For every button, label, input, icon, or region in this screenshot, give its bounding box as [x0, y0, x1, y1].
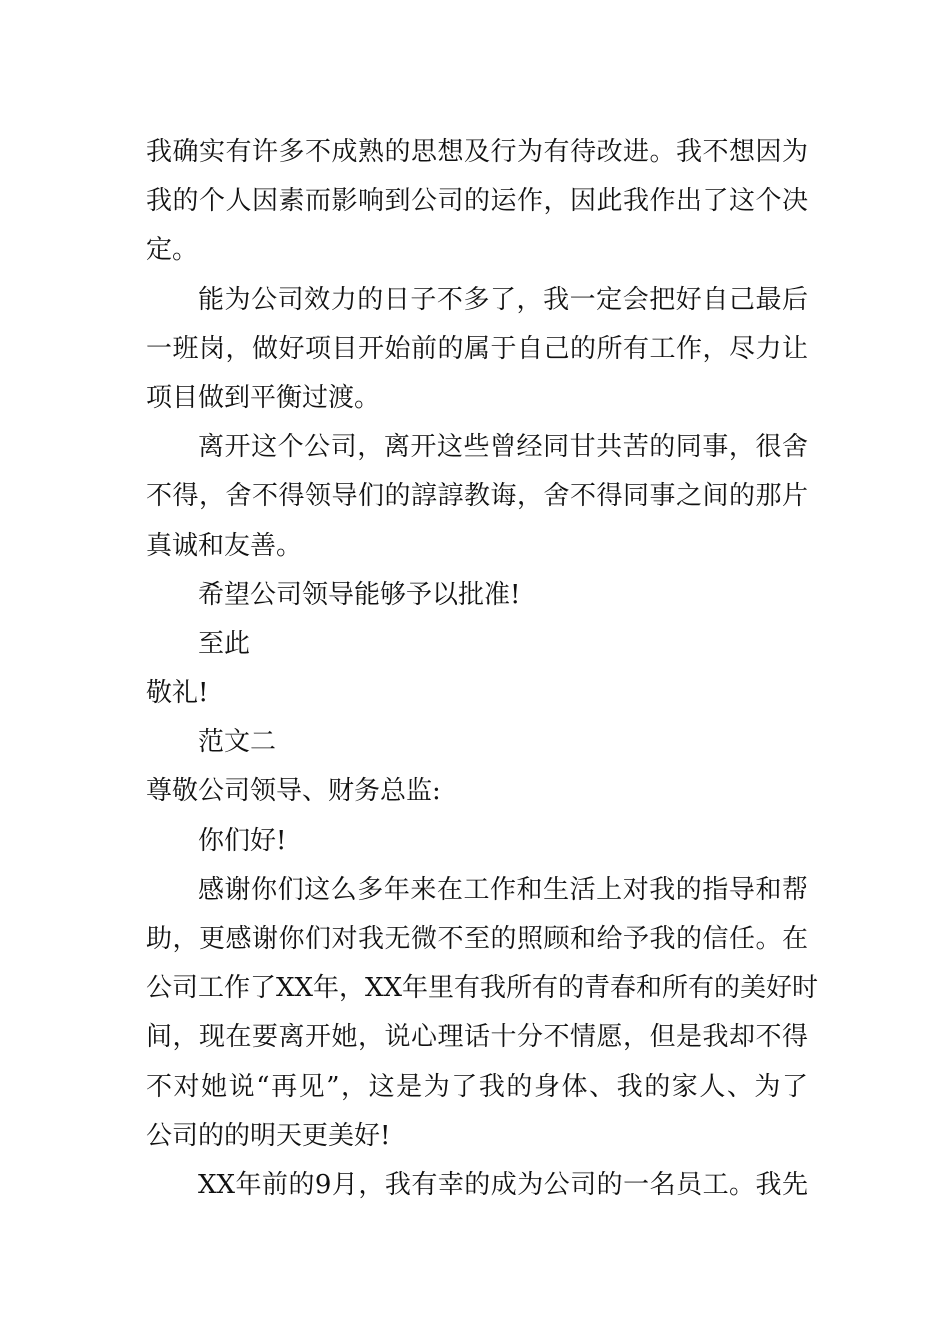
text-line-5: 一班岗，做好项目开始前的属于自己的所有工作，尽力让: [146, 333, 808, 364]
text-line-4: 能为公司效力的日子不多了，我一定会把好自己最后: [198, 284, 808, 315]
text-line-15: 你们好!: [198, 825, 287, 856]
text-line-8: 不得，舍不得领导们的諄諄教诲，舍不得同事之间的那片: [146, 481, 808, 512]
text-line-13: 范文二: [198, 727, 277, 758]
text-line-2: 我的个人因素而影响到公司的运作，因此我作出了这个决: [146, 186, 808, 217]
text-line-20: 不对她说“再见”，这是为了我的身体、我的家人、为了: [146, 1071, 808, 1102]
text-line-16: 感谢你们这么多年来在工作和生活上对我的指导和帮: [198, 874, 808, 905]
document-body: [146, 128, 819, 1210]
text-line-9: 真诚和友善。: [146, 530, 303, 561]
text-line-11: 至此: [198, 628, 251, 659]
text-line-6: 项目做到平衡过渡。: [146, 382, 381, 413]
text-line-7: 离开这个公司，离开这些曾经同甘共苦的同事，很舍: [198, 432, 808, 463]
text-line-22: XX年前的9月，我有幸的成为公司的一名员工。我先: [198, 1169, 808, 1200]
text-line-12: 敬礼!: [146, 678, 209, 709]
text-line-17: 助，更感谢你们对我无微不至的照顾和给予我的信任。在: [146, 924, 808, 954]
text-line-21: 公司的的明天更美好!: [146, 1120, 391, 1151]
text-line-14: 尊敬公司领导、财务总监:: [146, 776, 441, 807]
text-line-3: 定。: [146, 235, 199, 266]
text-line-19: 间，现在要离开她，说心理话十分不情愿，但是我却不得: [146, 1022, 808, 1053]
text-line-1: 我确实有许多不成熟的思想及行为有待改进。我不想因为: [146, 137, 808, 167]
text-line-10: 希望公司领导能够予以批准!: [198, 579, 521, 610]
text-line-18: 公司工作了XX年，XX年里有我所有的青春和所有的美好时: [146, 973, 819, 1004]
